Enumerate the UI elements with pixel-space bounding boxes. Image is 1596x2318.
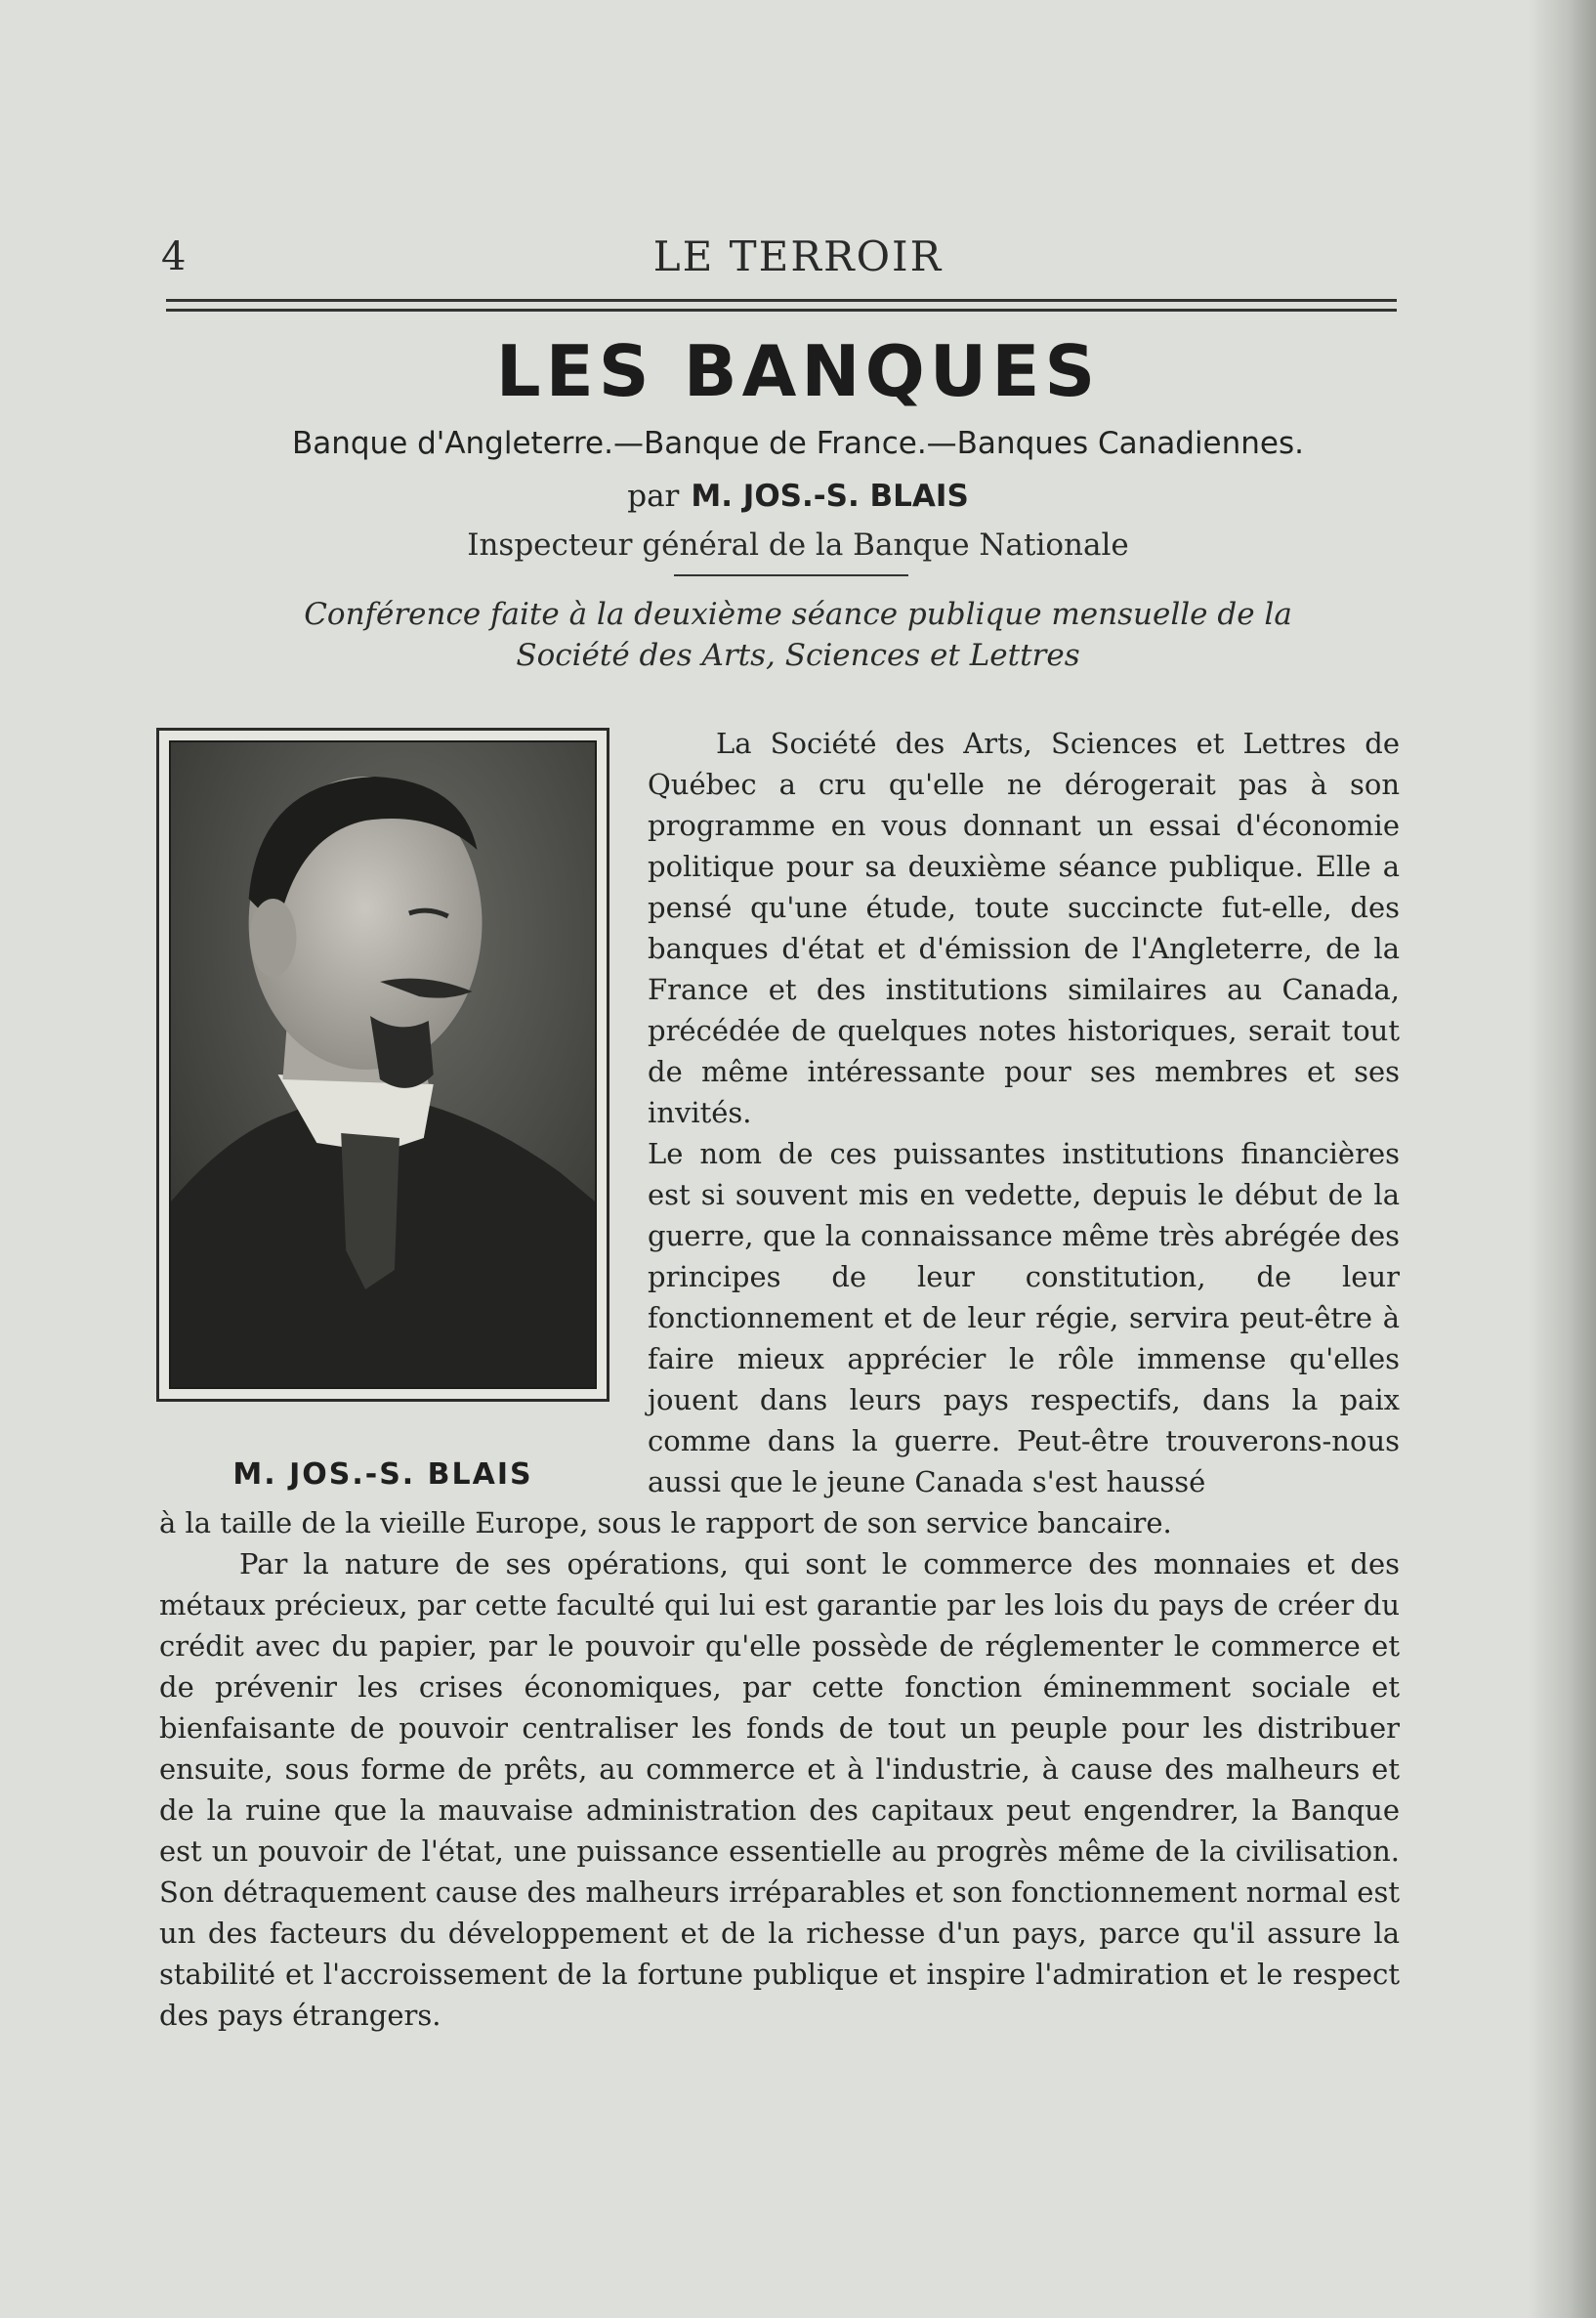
- conference-note: [0, 594, 1596, 676]
- paragraph-1: La Société des Arts, Sciences et Lettres de Québec a cru qu'elle ne dérogerait pas à son programme en vous donnant un essai d'économie politique pour sa deuxième séance publique. Elle a pensé qu'une étude, toute succincte fut-elle, des banques d'état et d'émission de l'Angleterre, de la France et des institutions similaires au Canada, précédée de quelques notes historiques, serait tout de même intéressante pour ses membres et ses invités.: [648, 727, 1400, 1129]
- byline-author: M. JOS.-S. BLAIS: [691, 479, 969, 514]
- portrait-illustration: [171, 742, 595, 1387]
- portrait-caption: M. JOS.-S. BLAIS: [232, 1457, 533, 1492]
- article-subtitle: Banque d'Angleterre.—Banque de France.—Banques Canadiennes.: [291, 426, 1305, 461]
- portrait-image: [169, 740, 597, 1389]
- paragraph-2-continuation: à la taille de la vieille Europe, sous le rapport de son service bancaire.: [159, 1506, 1172, 1539]
- full-width-text: [159, 1502, 1400, 2036]
- column-text: [648, 723, 1400, 1502]
- header-rule-top: [166, 299, 1397, 302]
- paragraph-3: Par la nature de ses opérations, qui sont le commerce des monnaies et des métaux précieux, par cette faculté qui lui est garantie par les lois du pays de créer du crédit avec du papier, par le pouvoir qu'elle possède de réglementer le commerce et de prévenir les crises économiques, par cette fonction éminemment sociale et bienfaisante de pouvoir centraliser les fonds de tout un peuple pour les distribuer ensuite, sous forme de prêts, au commerce et à l'industrie, à cause des malheurs et de la ruine que la mauvaise administration des capitaux peut engendrer, la Banque est un pouvoir de l'état, une puissance essentielle au progrès même de la civilisation. Son détraquement cause des malheurs irréparables et son fonctionnement normal est un des facteurs du développement et de la richesse d'un pays, parce qu'il assure la stabilité et l'accroissement de la fortune publique et inspire l'admiration et le respect des pays étrangers.: [159, 1547, 1400, 2032]
- running-title: LE TERROIR: [652, 232, 944, 280]
- author-position: Inspecteur général de la Banque Nationale: [467, 527, 1129, 563]
- title-divider: [674, 574, 908, 576]
- header-rule-bottom: [166, 309, 1397, 312]
- article-title: LES BANQUES: [495, 330, 1101, 412]
- byline: [0, 479, 1596, 514]
- paragraph-2-column: Le nom de ces puissantes institutions financières est si souvent mis en vedette, depuis le début de la guerre, que la connaissance même très abrégée des principes de leur constitution, de leur fonctionnement et de leur régie, servira peut-être à faire mieux apprécier le rôle immense qu'elles jouent dans leurs pays respectifs, dans la paix comme dans la guerre. Peut-être trouverons-nous aussi que le jeune Canada s'est haussé: [648, 1137, 1400, 1498]
- page-number: 4: [161, 234, 187, 279]
- portrait-photo: [156, 728, 609, 1402]
- conference-line-2: Société des Arts, Sciences et Lettres: [516, 638, 1080, 673]
- byline-prefix: par: [627, 479, 680, 514]
- conference-line-1: Conférence faite à la deuxième séance publique mensuelle de la: [304, 597, 1292, 632]
